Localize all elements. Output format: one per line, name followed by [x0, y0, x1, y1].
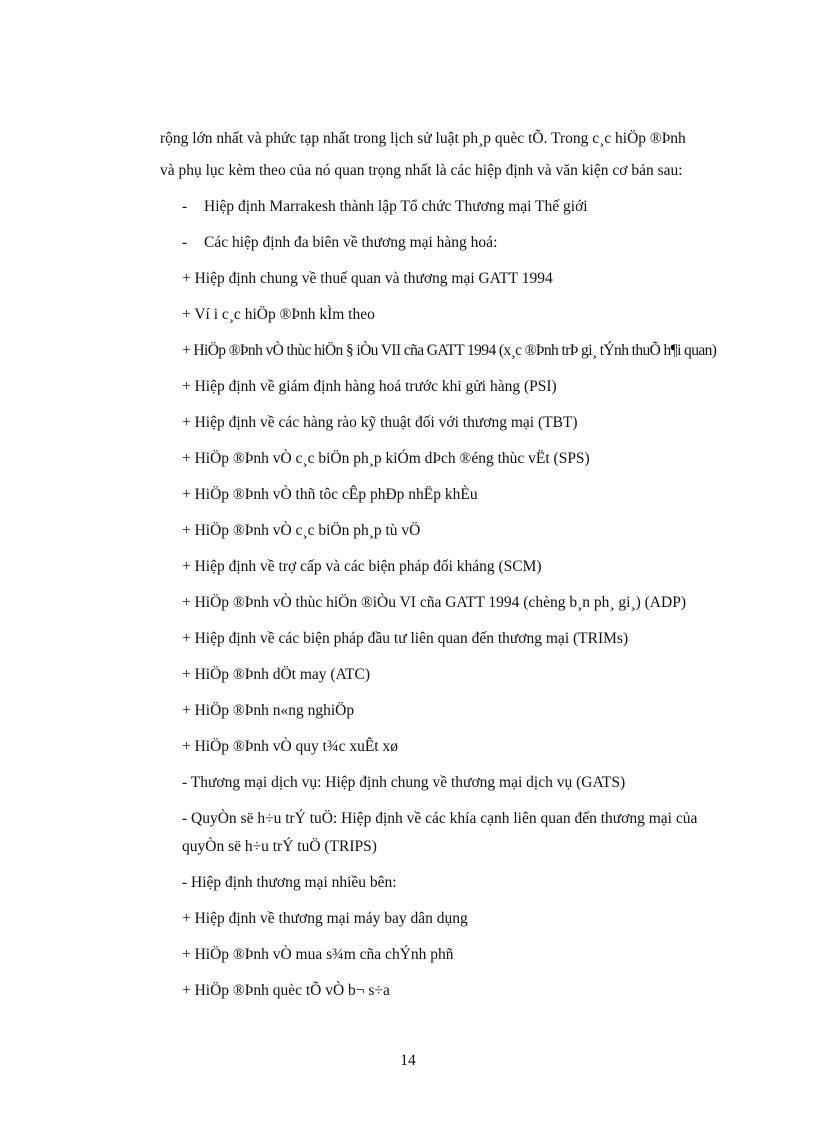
dash-item-text: Hiệp định Marrakesh thành lập Tổ chức Thương mại Thế giới [204, 198, 588, 215]
list-item: - Thương mại dịch vụ: Hiệp định chung về thương mại dịch vụ (GATS) [182, 774, 626, 791]
dash-item-text: Các hiệp định đa biên về thương mại hàng hoá: [204, 234, 498, 251]
list-item: - Hiệp định thương mại nhiều bên: [182, 874, 397, 891]
dash-item-multilateral-goods [160, 232, 740, 254]
list-item: + Hiệp định về các biện pháp đầu tư liên quan đến thương mại (TRIMs) [182, 630, 629, 647]
list-item: + Hiệp định về các hàng rào kỹ thuật đối với thương mại (TBT) [182, 414, 578, 431]
page-number: 14 [400, 1052, 416, 1069]
page-body [160, 128, 740, 1002]
list-item: + HiÖp ®Þnh vÒ thùc hiÖn § iÒu VII cña GATT 1994 (x¸c ®Þnh trÞ gi¸ tÝnh thuÕ h¶i quan) [182, 342, 717, 359]
list-item: + Hiệp định chung về thuế quan và thương mại GATT 1994 [182, 270, 553, 287]
list-item: + Hiệp định về giám định hàng hoá trước khi gửi hàng (PSI) [182, 378, 557, 395]
list-item: + Hiệp định về thương mại máy bay dân dụng [182, 910, 468, 927]
list-item: + HiÖp ®Þnh vÒ thùc hiÖn ®iÒu VI cña GATT 1994 (chèng b¸n ph¸ gi¸) (ADP) [182, 594, 686, 611]
trips-line-1: - QuyÒn së h÷u trÝ tuÖ: Hiệp định về các khía cạnh liên quan đến thương mại của [182, 810, 698, 827]
trips-line-2: quyÒn së h÷u trÝ tuÖ (TRIPS) [182, 838, 377, 855]
intro-line-1: rộng lớn nhất và phức tạp nhất trong lịch sử luật ph¸p quèc tÕ. Trong c¸c hiÖp ®Þnh [160, 130, 686, 147]
list-item: + HiÖp ®Þnh dÖt may (ATC) [182, 666, 370, 683]
list-item: + HiÖp ®Þnh vÒ thñ tôc cÊp phÐp nhËp khÈu [182, 486, 478, 503]
list-item: + HiÖp ®Þnh n«ng nghiÖp [182, 702, 355, 719]
list-item: + HiÖp ®Þnh vÒ quy t¾c xuÊt xø [182, 738, 398, 755]
list-item: + HiÖp ®Þnh vÒ c¸c biÖn ph¸p kiÓm dÞch ®éng thùc vËt (SPS) [182, 450, 590, 467]
list-item: + Hiệp định về trợ cấp và các biện pháp đối kháng (SCM) [182, 558, 542, 575]
list-item: + HiÖp ®Þnh vÒ mua s¾m cña chÝnh phñ [182, 946, 454, 963]
dash-bullet: - [182, 198, 188, 215]
dash-bullet: - [182, 234, 188, 251]
list-item: + HiÖp ®Þnh quèc tÕ vÒ b¬ s÷a [182, 982, 390, 999]
list-item: + HiÖp ®Þnh vÒ c¸c biÖn ph¸p tù vÖ [182, 522, 421, 539]
intro-line-2: và phụ lục kèm theo của nó quan trọng nhất là các hiệp định và văn kiện cơ bản sau: [160, 162, 683, 179]
dash-item-marrakesh [160, 196, 740, 218]
list-item: + Ví i c¸c hiÖp ®Þnh kÌm theo [182, 306, 375, 323]
